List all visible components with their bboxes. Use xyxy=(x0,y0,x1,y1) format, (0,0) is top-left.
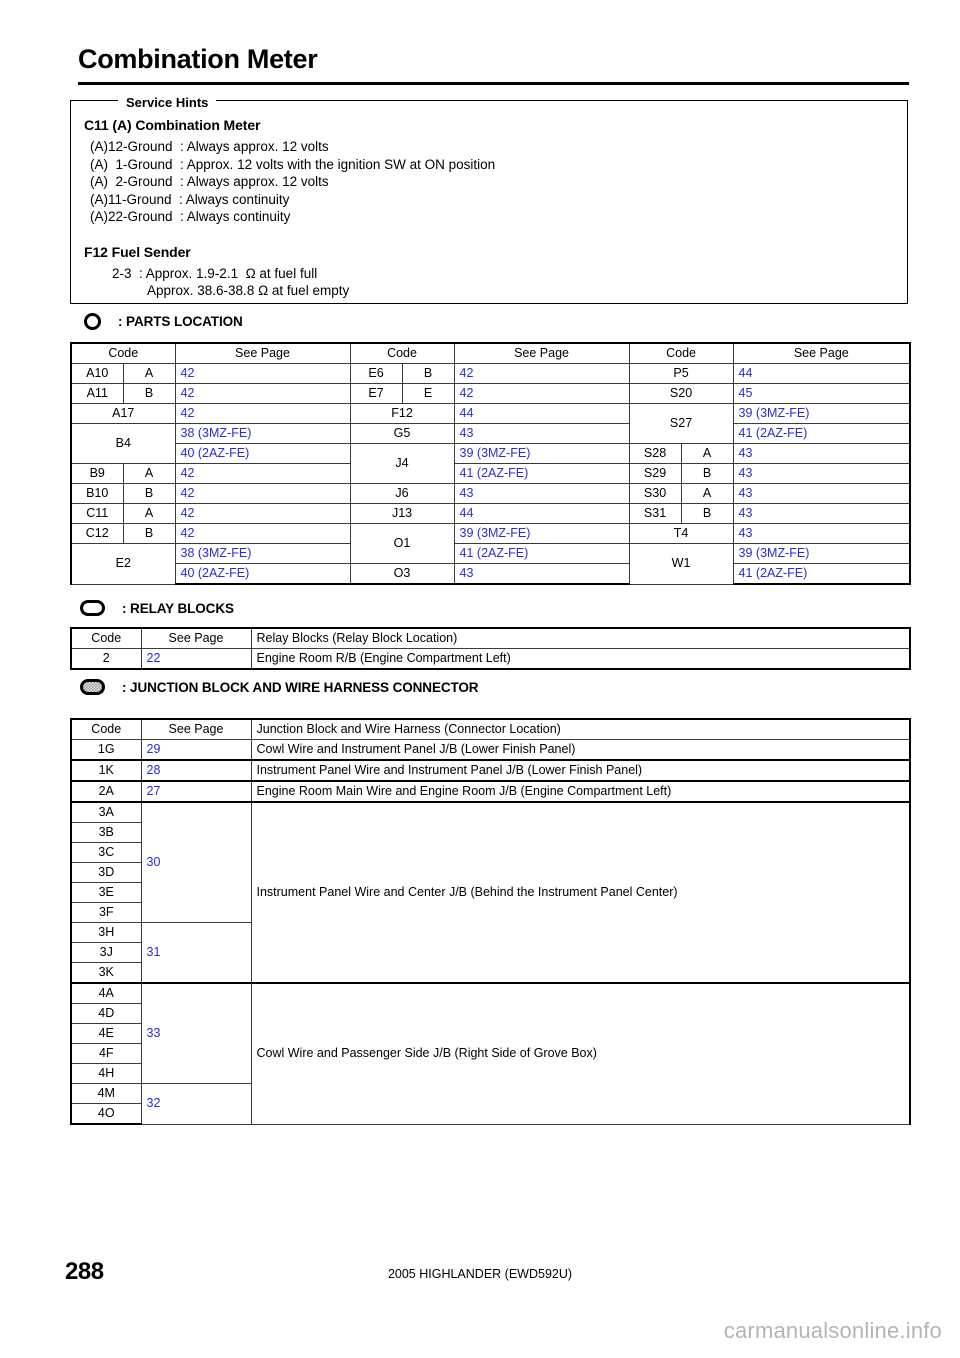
table-row xyxy=(71,760,910,781)
cell-see-page[interactable]: 39 (3MZ-FE) xyxy=(454,444,629,464)
page-title: Combination Meter xyxy=(78,44,318,74)
parts-location-heading-label: : PARTS LOCATION xyxy=(118,314,243,329)
cell-see-page[interactable]: 27 xyxy=(141,781,251,802)
cell-see-page[interactable]: 33 xyxy=(141,983,251,1084)
cell-code: E7 xyxy=(350,384,402,404)
cell-see-page[interactable]: 42 xyxy=(454,384,629,404)
cell-code: J4 xyxy=(350,444,454,484)
cell-code: 3H xyxy=(71,923,141,943)
cell-code: W1 xyxy=(629,544,733,585)
cell-see-page[interactable]: 43 xyxy=(733,484,910,504)
cell-code: F12 xyxy=(350,404,454,424)
table-row xyxy=(71,802,910,823)
page-number: 288 xyxy=(65,1258,104,1285)
cell-location: Engine Room R/B (Engine Compartment Left) xyxy=(251,649,910,670)
hint-line: (A) 1-Ground : Approx. 12 volts with the ignition SW at ON position xyxy=(90,156,496,172)
junction-block-heading-label: : JUNCTION BLOCK AND WIRE HARNESS CONNECTOR xyxy=(122,679,479,695)
cell-see-page[interactable]: 42 xyxy=(175,384,350,404)
cell-code: P5 xyxy=(629,364,733,384)
cell-see-page[interactable]: 39 (3MZ-FE) xyxy=(733,544,910,564)
cell-code: G5 xyxy=(350,424,454,444)
cell-code-sub: A xyxy=(123,504,175,524)
hint-line: (A)11-Ground : Always continuity xyxy=(90,191,290,207)
cell-code-sub: B xyxy=(402,364,454,384)
cell-see-page[interactable]: 44 xyxy=(733,364,910,384)
table-row xyxy=(71,740,910,761)
table-header-row xyxy=(71,719,910,740)
cell-code: 4F xyxy=(71,1044,141,1064)
relay-blocks-table xyxy=(70,627,911,670)
cell-code: J13 xyxy=(350,504,454,524)
cell-see-page[interactable]: 45 xyxy=(733,384,910,404)
cell-code: B10 xyxy=(71,484,123,504)
service-hints-legend: Service Hints xyxy=(118,96,216,110)
cell-code: 2 xyxy=(71,649,141,670)
cell-code: 4O xyxy=(71,1104,141,1125)
table-row xyxy=(71,444,910,464)
cell-code: S30 xyxy=(629,484,681,504)
table-row xyxy=(71,781,910,802)
junction-block-table xyxy=(70,718,911,1125)
cell-code: 3B xyxy=(71,823,141,843)
cell-see-page[interactable]: 43 xyxy=(454,484,629,504)
parts-location-heading xyxy=(84,313,243,330)
cell-see-page[interactable]: 41 (2AZ-FE) xyxy=(454,464,629,484)
cell-see-page[interactable]: 42 xyxy=(175,484,350,504)
table-row xyxy=(71,404,910,424)
column-header-code: Code xyxy=(71,628,141,649)
column-header-see-page: See Page xyxy=(141,628,251,649)
cell-see-page[interactable]: 43 xyxy=(454,564,629,585)
cell-see-page[interactable]: 44 xyxy=(454,404,629,424)
cell-code: O3 xyxy=(350,564,454,585)
column-header-code: Code xyxy=(71,719,141,740)
cell-code: 2A xyxy=(71,781,141,802)
cell-see-page[interactable]: 42 xyxy=(175,464,350,484)
cell-see-page[interactable]: 22 xyxy=(141,649,251,670)
table-header-row xyxy=(71,343,910,364)
cell-code: 4H xyxy=(71,1064,141,1084)
cell-see-page[interactable]: 42 xyxy=(454,364,629,384)
cell-code: 4E xyxy=(71,1024,141,1044)
watermark: carmanualsonline.info xyxy=(723,1318,942,1343)
column-header-see-page: See Page xyxy=(733,343,910,364)
cell-code-sub: A xyxy=(681,484,733,504)
cell-code-sub: B xyxy=(681,464,733,484)
cell-see-page[interactable]: 43 xyxy=(454,424,629,444)
cell-location: Cowl Wire and Instrument Panel J/B (Lower Finish Panel) xyxy=(251,740,910,761)
cell-code-sub: B xyxy=(123,484,175,504)
table-row xyxy=(71,983,910,1004)
column-header-code: Code xyxy=(350,343,454,364)
table-row xyxy=(71,504,910,524)
cell-see-page[interactable]: 43 xyxy=(733,524,910,544)
table-row xyxy=(71,484,910,504)
hint-line: (A) 2-Ground : Always approx. 12 volts xyxy=(90,174,329,189)
cell-code: S28 xyxy=(629,444,681,464)
relay-blocks-heading-label: : RELAY BLOCKS xyxy=(122,600,234,616)
cell-see-page[interactable]: 42 xyxy=(175,404,350,424)
cell-code-sub: B xyxy=(123,384,175,404)
cell-see-page[interactable]: 28 xyxy=(141,760,251,781)
hint-group-title-c11: C11 (A) Combination Meter xyxy=(84,117,261,133)
stadium-hatched-icon xyxy=(80,679,105,695)
hint-group-title-f12: F12 Fuel Sender xyxy=(84,243,191,260)
cell-code: S20 xyxy=(629,384,733,404)
cell-code-sub: E xyxy=(402,384,454,404)
cell-code: 3K xyxy=(71,963,141,984)
cell-code: 3C xyxy=(71,843,141,863)
cell-code: 3D xyxy=(71,863,141,883)
cell-code-sub: A xyxy=(123,464,175,484)
cell-code: 3F xyxy=(71,903,141,923)
column-header-see-page: See Page xyxy=(141,719,251,740)
cell-code: S31 xyxy=(629,504,681,524)
cell-code: 1K xyxy=(71,760,141,781)
cell-code-sub: A xyxy=(123,364,175,384)
cell-see-page[interactable]: 42 xyxy=(175,364,350,384)
cell-see-page[interactable]: 41 (2AZ-FE) xyxy=(733,424,910,444)
cell-code: J6 xyxy=(350,484,454,504)
cell-code: S29 xyxy=(629,464,681,484)
table-row xyxy=(71,384,910,404)
cell-see-page[interactable]: 38 (3MZ-FE) xyxy=(175,424,350,444)
column-header-code: Code xyxy=(71,343,175,364)
cell-see-page[interactable]: 42 xyxy=(175,504,350,524)
cell-code: 4A xyxy=(71,983,141,1004)
cell-code: A10 xyxy=(71,364,123,384)
hint-line: Approx. 38.6-38.8 Ω at fuel empty xyxy=(147,283,350,298)
cell-code-sub: B xyxy=(123,524,175,544)
cell-see-page[interactable]: 29 xyxy=(141,740,251,761)
cell-see-page[interactable]: 42 xyxy=(175,524,350,544)
cell-code: B9 xyxy=(71,464,123,484)
cell-see-page[interactable]: 41 (2AZ-FE) xyxy=(454,544,629,564)
cell-see-page[interactable]: 43 xyxy=(733,444,910,464)
hint-line: 2-3 : Approx. 1.9-2.1 Ω at fuel full xyxy=(112,265,318,281)
cell-code: 4M xyxy=(71,1084,141,1104)
cell-location: Instrument Panel Wire and Instrument Panel J/B (Lower Finish Panel) xyxy=(251,760,910,781)
cell-location: Engine Room Main Wire and Engine Room J/B (Engine Compartment Left) xyxy=(251,781,910,802)
cell-see-page[interactable]: 39 (3MZ-FE) xyxy=(454,524,629,544)
parts-location-table xyxy=(70,342,911,585)
circle-icon xyxy=(84,313,101,330)
cell-code: E2 xyxy=(71,544,175,585)
cell-code: 3E xyxy=(71,883,141,903)
column-header-location: Relay Blocks (Relay Block Location) xyxy=(251,628,910,649)
cell-code: B4 xyxy=(71,424,175,464)
cell-see-page[interactable]: 31 xyxy=(141,923,251,984)
hint-line: (A)12-Ground : Always approx. 12 volts xyxy=(90,139,329,154)
title-rule xyxy=(78,82,909,85)
column-header-location: Junction Block and Wire Harness (Connector Location) xyxy=(251,719,910,740)
cell-code: A17 xyxy=(71,404,175,424)
relay-blocks-heading xyxy=(80,600,234,616)
cell-code-sub: B xyxy=(681,504,733,524)
table-row xyxy=(71,464,910,484)
column-header-see-page: See Page xyxy=(454,343,629,364)
table-row xyxy=(71,524,910,544)
cell-code: A11 xyxy=(71,384,123,404)
table-row xyxy=(71,649,910,670)
service-hints-content xyxy=(84,117,884,300)
cell-code: E6 xyxy=(350,364,402,384)
cell-see-page[interactable]: 41 (2AZ-FE) xyxy=(733,564,910,585)
stadium-icon xyxy=(80,600,105,616)
cell-see-page[interactable]: 32 xyxy=(141,1084,251,1125)
cell-code: 4D xyxy=(71,1004,141,1024)
cell-code: 3A xyxy=(71,802,141,823)
cell-see-page[interactable]: 40 (2AZ-FE) xyxy=(175,564,350,585)
cell-see-page[interactable]: 38 (3MZ-FE) xyxy=(175,544,350,564)
cell-location: Instrument Panel Wire and Center J/B (Behind the Instrument Panel Center) xyxy=(251,802,910,983)
column-header-see-page: See Page xyxy=(175,343,350,364)
cell-location: Cowl Wire and Passenger Side J/B (Right Side of Grove Box) xyxy=(251,983,910,1124)
footer-note: 2005 HIGHLANDER (EWD592U) xyxy=(387,1267,573,1281)
junction-block-heading xyxy=(80,679,478,695)
cell-code: T4 xyxy=(629,524,733,544)
cell-see-page[interactable]: 40 (2AZ-FE) xyxy=(175,444,350,464)
table-row xyxy=(71,424,910,444)
cell-code: O1 xyxy=(350,524,454,564)
cell-see-page[interactable]: 30 xyxy=(141,802,251,923)
cell-code: S27 xyxy=(629,404,733,444)
cell-code: 3J xyxy=(71,943,141,963)
table-header-row xyxy=(71,628,910,649)
cell-see-page[interactable]: 44 xyxy=(454,504,629,524)
table-row xyxy=(71,564,910,585)
hint-line: (A)22-Ground : Always continuity xyxy=(90,209,291,224)
cell-code: 1G xyxy=(71,740,141,761)
cell-code: C12 xyxy=(71,524,123,544)
table-row xyxy=(71,364,910,384)
table-row xyxy=(71,544,910,564)
cell-see-page[interactable]: 39 (3MZ-FE) xyxy=(733,404,910,424)
cell-see-page[interactable]: 43 xyxy=(733,464,910,484)
cell-see-page[interactable]: 43 xyxy=(733,504,910,524)
cell-code-sub: A xyxy=(681,444,733,464)
cell-code: C11 xyxy=(71,504,123,524)
column-header-code: Code xyxy=(629,343,733,364)
